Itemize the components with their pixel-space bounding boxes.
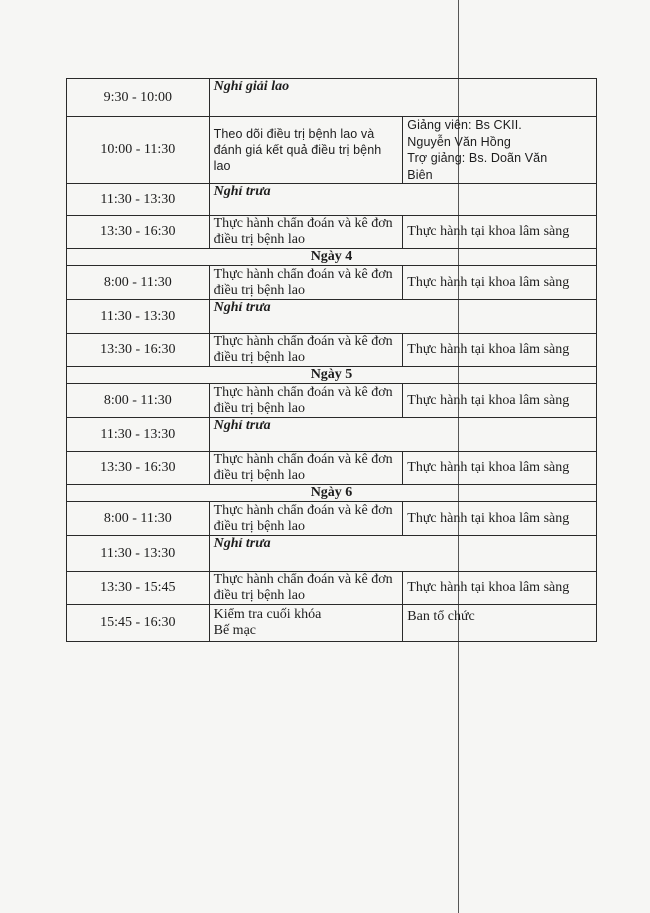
table-row	[67, 79, 597, 117]
note-cell: Ban tổ chức	[403, 605, 597, 642]
time-cell: 11:30 - 13:30	[67, 536, 210, 572]
table-row	[67, 300, 597, 334]
activity-cell: Thực hành chẩn đoán và kê đơn điều trị bệnh lao	[209, 266, 403, 300]
day-header-row	[67, 249, 597, 266]
note-line: Trợ giảng: Bs. Doãn Văn	[407, 151, 548, 165]
activity-cell: Thực hành chẩn đoán và kê đơn điều trị bệnh lao	[209, 216, 403, 249]
note-cell: Thực hành tại khoa lâm sàng	[403, 266, 597, 300]
note-cell: Thực hành tại khoa lâm sàng	[403, 502, 597, 536]
break-cell: Nghỉ trưa	[209, 300, 596, 334]
time-cell: 10:00 - 11:30	[67, 117, 210, 184]
activity-cell	[209, 605, 403, 642]
time-cell: 8:00 - 11:30	[67, 266, 210, 300]
note-cell: Thực hành tại khoa lâm sàng	[403, 572, 597, 605]
activity-line: Bế mạc	[213, 623, 256, 638]
instructor-cell	[403, 117, 597, 184]
table-row	[67, 605, 597, 642]
time-cell: 13:30 - 16:30	[67, 216, 210, 249]
activity-cell: Thực hành chẩn đoán và kê đơn điều trị bệnh lao	[209, 572, 403, 605]
day-header: Ngày 5	[67, 367, 597, 384]
time-cell: 9:30 - 10:00	[67, 79, 210, 117]
time-cell: 11:30 - 13:30	[67, 418, 210, 452]
activity-cell: Thực hành chẩn đoán và kê đơn điều trị bệnh lao	[209, 384, 403, 418]
table-row	[67, 216, 597, 249]
table-row	[67, 184, 597, 216]
day-header-row	[67, 367, 597, 384]
activity-cell: Thực hành chẩn đoán và kê đơn điều trị bệnh lao	[209, 334, 403, 367]
table-row	[67, 266, 597, 300]
table-row	[67, 536, 597, 572]
break-cell: Nghỉ trưa	[209, 536, 596, 572]
break-cell: Nghỉ trưa	[209, 418, 596, 452]
note-cell: Thực hành tại khoa lâm sàng	[403, 452, 597, 485]
table-row	[67, 452, 597, 485]
time-cell: 11:30 - 13:30	[67, 184, 210, 216]
break-cell: Nghỉ trưa	[209, 184, 596, 216]
time-cell: 13:30 - 16:30	[67, 452, 210, 485]
time-cell: 15:45 - 16:30	[67, 605, 210, 642]
time-cell: 8:00 - 11:30	[67, 502, 210, 536]
note-line: Biên	[407, 167, 433, 182]
time-cell: 11:30 - 13:30	[67, 300, 210, 334]
activity-cell: Thực hành chẩn đoán và kê đơn điều trị bệnh lao	[209, 452, 403, 485]
activity-line: Kiểm tra cuối khóa	[213, 607, 322, 622]
note-cell: Thực hành tại khoa lâm sàng	[403, 334, 597, 367]
table-row	[67, 334, 597, 367]
time-cell: 13:30 - 16:30	[67, 334, 210, 367]
note-line: Giảng viên: Bs CKII.	[407, 118, 522, 132]
table-row	[67, 384, 597, 418]
note-cell: Thực hành tại khoa lâm sàng	[403, 216, 597, 249]
table-row	[67, 572, 597, 605]
note-cell: Thực hành tại khoa lâm sàng	[403, 384, 597, 418]
activity-cell: Thực hành chẩn đoán và kê đơn điều trị bệnh lao	[209, 502, 403, 536]
table-row	[67, 418, 597, 452]
schedule-table	[66, 78, 597, 642]
time-cell: 13:30 - 15:45	[67, 572, 210, 605]
table-row	[67, 502, 597, 536]
break-cell: Nghỉ giải lao	[209, 79, 596, 117]
day-header: Ngày 6	[67, 485, 597, 502]
day-header-row	[67, 485, 597, 502]
activity-cell: Theo dõi điều trị bệnh lao và đánh giá kết quả điều trị bệnh lao	[209, 117, 403, 184]
time-cell: 8:00 - 11:30	[67, 384, 210, 418]
note-line: Nguyễn Văn Hồng	[407, 134, 511, 149]
day-header: Ngày 4	[67, 249, 597, 266]
table-row	[67, 117, 597, 184]
